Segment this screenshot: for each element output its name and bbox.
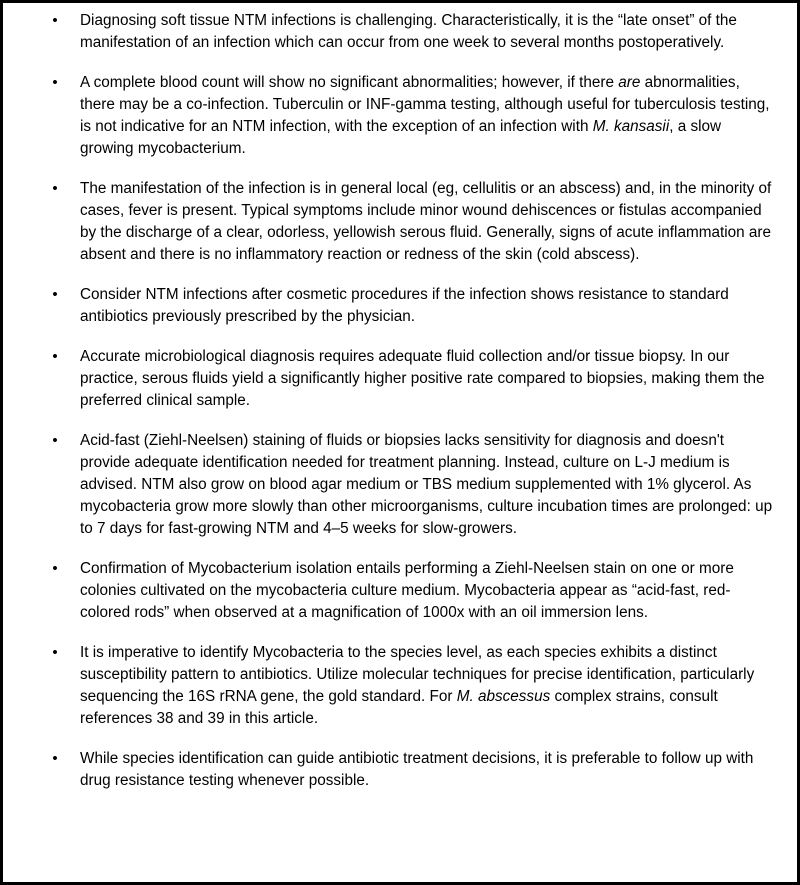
- item-text: abnormalities, there may be a co-infection. Tuberculin or INF-gamma testing, although useful for tuberculosis testing, is not indicative for an NTM infection, with the exception of an infection with: [80, 74, 770, 135]
- item-text: While species identification can guide antibiotic treatment decisions, it is preferable to follow up with drug resistance testing whenever possible.: [80, 750, 754, 789]
- bullet-icon: •: [52, 560, 58, 577]
- list-item: [3, 346, 797, 412]
- item-text: , a slow growing mycobacterium.: [80, 118, 722, 157]
- item-text-italic: are: [618, 74, 641, 91]
- list-item: [3, 72, 797, 160]
- bullet-icon: •: [52, 12, 58, 29]
- list-item: [3, 178, 797, 266]
- list-item: [3, 10, 797, 54]
- item-text: Consider NTM infections after cosmetic procedures if the infection shows resistance to standard antibiotics previously prescribed by the physician.: [80, 286, 729, 325]
- bullet-icon: •: [52, 74, 58, 91]
- item-text-italic: M. kansasii: [592, 118, 670, 135]
- item-text: A complete blood count will show no significant abnormalities; however, if there: [80, 74, 619, 91]
- item-text: It is imperative to identify Mycobacteria to the species level, as each species exhibits a distinct susceptibility pattern to antibiotics. Utilize molecular techniques for precise identification, particularly sequencing the 16S rRNA gene, the gold standard. For: [80, 644, 755, 705]
- list-item: [3, 284, 797, 328]
- list-item: [3, 430, 797, 540]
- item-text: The manifestation of the infection is in general local (eg, cellulitis or an abscess) and, in the minority of cases, fever is present. Typical symptoms include minor wound dehiscences or fistulas accompanied by the discharge of a clear, odorless, yellowish serous fluid. Generally, signs of acute inflammation are absent and there is no inflammatory reaction or redness of the skin (cold abscess).: [80, 180, 772, 263]
- bullet-icon: •: [52, 644, 58, 661]
- bullet-icon: •: [52, 286, 58, 303]
- list-item: [3, 558, 797, 624]
- item-text: Confirmation of Mycobacterium isolation entails performing a Ziehl-Neelsen stain on one or more colonies cultivated on the mycobacteria culture medium. Mycobacteria appear as “acid-fast, red-colored rods” when observed at a magnification of 1000x with an oil immersion lens.: [80, 560, 734, 621]
- bullet-icon: •: [52, 432, 58, 449]
- item-text: Acid-fast (Ziehl-Neelsen) staining of fluids or biopsies lacks sensitivity for diagnosis and doesn't provide adequate identification needed for treatment planning. Instead, culture on L-J medium is advised. NTM also grow on blood agar medium or TBS medium supplemented with 1% glycerol. As mycobacteria grow more slowly than other microorganisms, culture incubation times are prolonged: up to 7 days for fast-growing NTM and 4–5 weeks for slow-growers.: [80, 432, 773, 537]
- list-item: [3, 748, 797, 792]
- bullet-list: [3, 10, 797, 810]
- item-text: Diagnosing soft tissue NTM infections is challenging. Characteristically, it is the “late onset” of the manifestation of an infection which can occur from one week to several months postoperatively.: [80, 12, 737, 51]
- item-text-italic: M. abscessus: [456, 688, 551, 705]
- item-text: complex strains, consult references 38 and 39 in this article.: [80, 688, 718, 727]
- item-text: Accurate microbiological diagnosis requires adequate fluid collection and/or tissue biopsy. In our practice, serous fluids yield a significantly higher positive rate compared to biopsies, making them the preferred clinical sample.: [80, 348, 765, 409]
- bullet-icon: •: [52, 750, 58, 767]
- bullet-icon: •: [52, 348, 58, 365]
- list-item: [3, 642, 797, 730]
- bullet-icon: •: [52, 180, 58, 197]
